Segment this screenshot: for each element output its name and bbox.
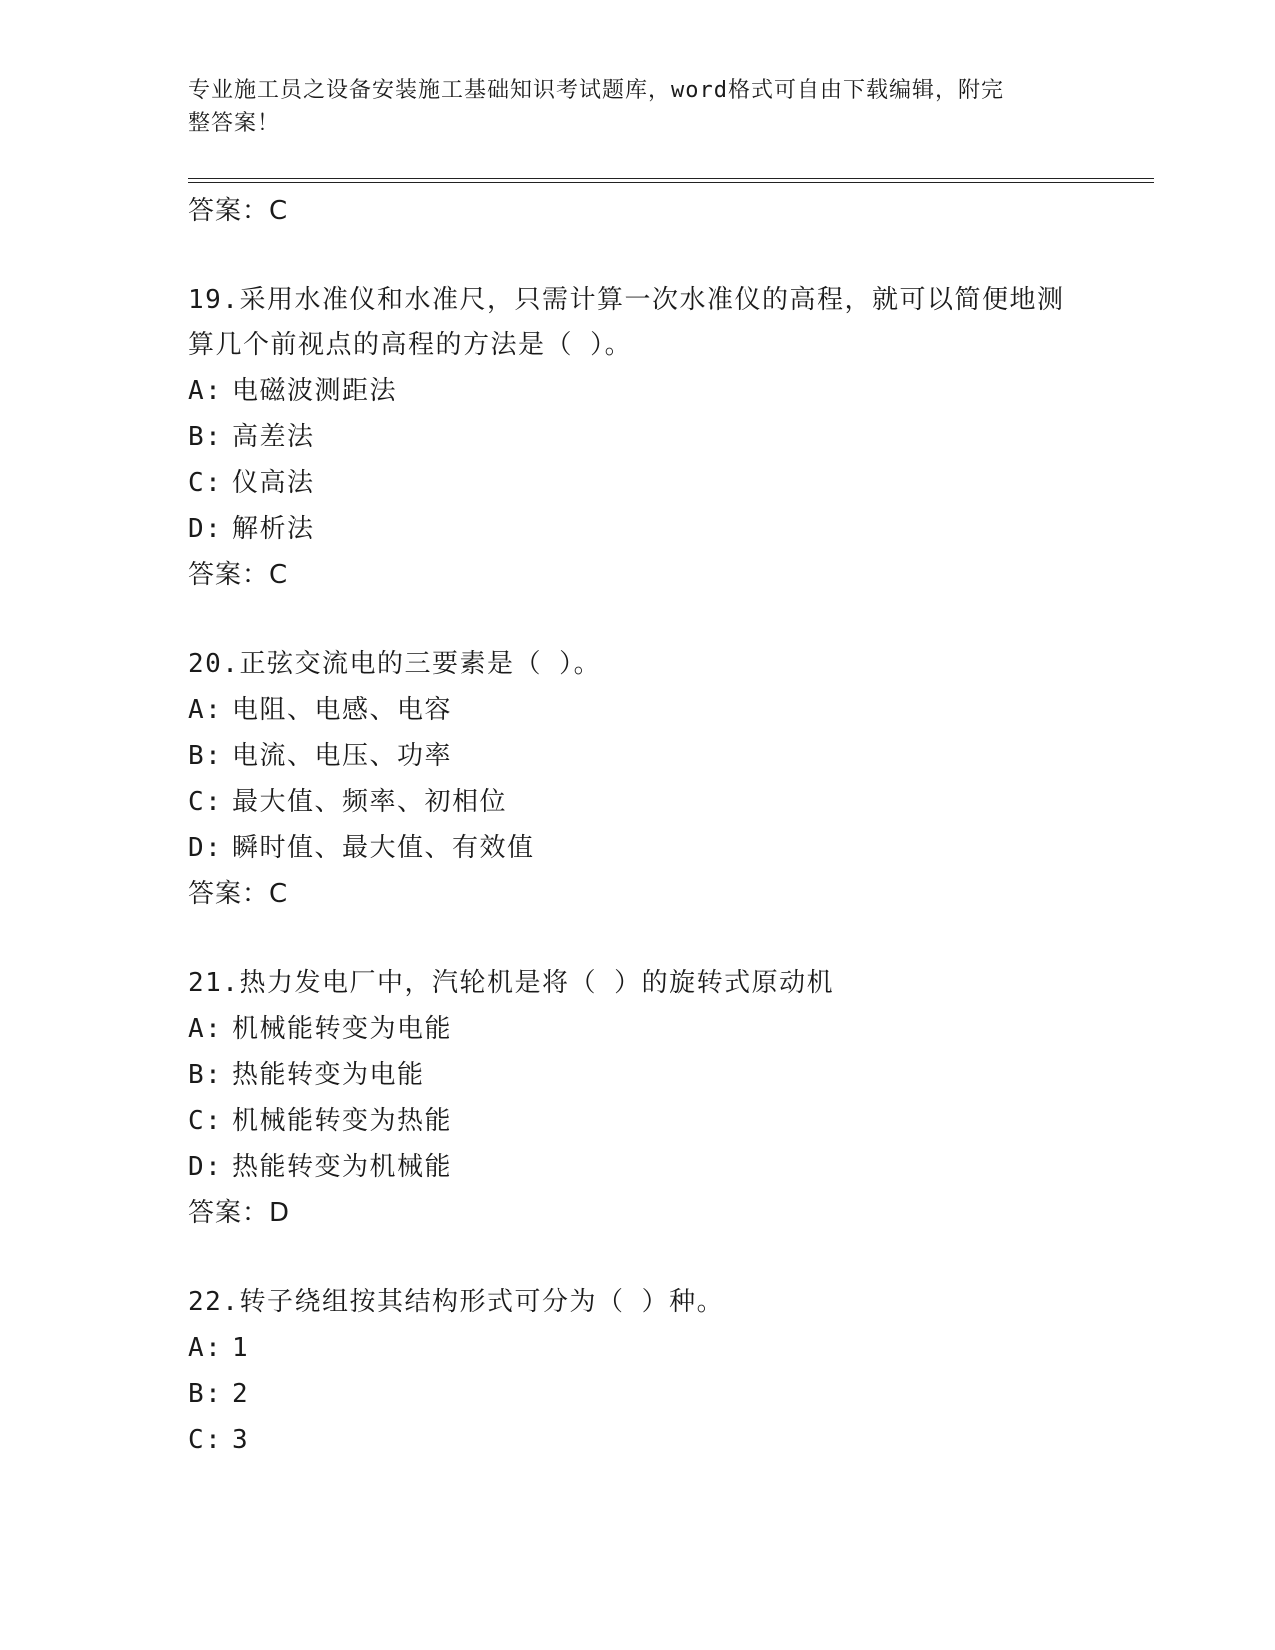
option-key: A: — [188, 1333, 223, 1363]
option-key: A: — [188, 376, 223, 406]
option-key: D: — [188, 833, 223, 863]
question-text: 20.正弦交流电的三要素是（ ）。 — [188, 649, 602, 679]
option-text: 瞬时值、最大值、有效值 — [232, 833, 535, 863]
option-text: 热能转变为机械能 — [232, 1152, 453, 1182]
option-b — [188, 1052, 1088, 1098]
option-key: A: — [188, 1014, 223, 1044]
header-divider-top — [188, 178, 1154, 179]
answer-line: 答案：C — [188, 560, 289, 590]
option-c — [188, 460, 1088, 506]
document-header — [188, 74, 1068, 140]
option-text: 机械能转变为电能 — [232, 1014, 453, 1044]
option-text: 2 — [232, 1379, 250, 1409]
question-text: 21.热力发电厂中，汽轮机是将（ ）的旋转式原动机 — [188, 968, 835, 998]
option-key: C: — [188, 1106, 223, 1136]
option-text: 电阻、电感、电容 — [232, 695, 453, 725]
option-key: A: — [188, 695, 223, 725]
option-c — [188, 779, 1088, 825]
option-key: C: — [188, 468, 223, 498]
answer-line: 答案：C — [188, 196, 289, 226]
option-text: 电流、电压、功率 — [232, 741, 453, 771]
question-20 — [188, 642, 1088, 917]
option-text: 最大值、频率、初相位 — [232, 787, 508, 817]
option-text: 仪高法 — [232, 468, 315, 498]
option-key: D: — [188, 1152, 223, 1182]
option-key: B: — [188, 741, 223, 771]
option-text: 高差法 — [232, 422, 315, 452]
option-a — [188, 687, 1088, 733]
option-key: C: — [188, 1425, 223, 1455]
option-text: 解析法 — [232, 514, 315, 544]
question-22 — [188, 1280, 1088, 1463]
header-line-1: 专业施工员之设备安装施工基础知识考试题库，word格式可自由下载编辑，附完 — [188, 78, 1004, 103]
option-text: 热能转变为电能 — [232, 1060, 425, 1090]
option-b — [188, 733, 1088, 779]
option-text: 机械能转变为热能 — [232, 1106, 453, 1136]
option-d — [188, 1144, 1088, 1190]
option-text: 3 — [232, 1425, 250, 1455]
answer-line: 答案：C — [188, 879, 289, 909]
option-key: B: — [188, 1060, 223, 1090]
header-line-2: 整答案！ — [188, 111, 281, 136]
option-d — [188, 825, 1088, 871]
option-b — [188, 414, 1088, 460]
option-text: 1 — [232, 1333, 250, 1363]
option-c — [188, 1098, 1088, 1144]
question-text: 22.转子绕组按其结构形式可分为（ ）种。 — [188, 1287, 725, 1317]
header-divider-bottom — [188, 182, 1154, 183]
option-a — [188, 1006, 1088, 1052]
option-a — [188, 368, 1088, 414]
answer-line: 答案：D — [188, 1198, 291, 1228]
option-c — [188, 1417, 1088, 1463]
option-b — [188, 1371, 1088, 1417]
option-key: C: — [188, 787, 223, 817]
option-d — [188, 506, 1088, 552]
option-a — [188, 1325, 1088, 1371]
option-key: B: — [188, 422, 223, 452]
question-list — [188, 186, 1088, 1463]
question-21 — [188, 961, 1088, 1236]
question-19 — [188, 278, 1088, 598]
option-key: B: — [188, 1379, 223, 1409]
option-key: D: — [188, 514, 223, 544]
question-text: 19.采用水准仪和水准尺，只需计算一次水准仪的高程，就可以简便地测算几个前视点的高程的方法是（ ）。 — [188, 285, 1065, 360]
option-text: 电磁波测距法 — [232, 376, 398, 406]
